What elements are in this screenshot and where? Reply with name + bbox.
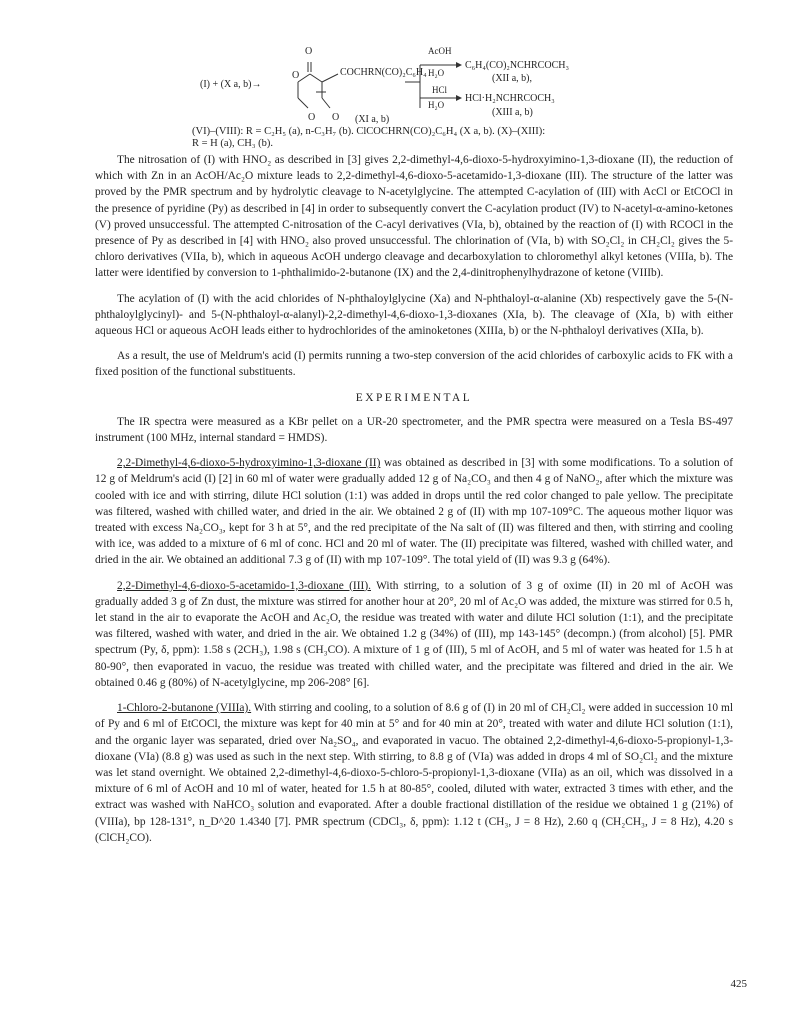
scheme-acoh: AcOH (428, 46, 452, 56)
paragraph-acylation: The acylation of (I) with the acid chlorides of N-phthaloylglycine (Xa) and N-phthaloyl-α-alanine (Xb) respectively gave the 5-(N-phthaloylglycinyl)- and 5-(N-phthaloyl-α-alanyl)-2,2-dimethyl-4,6-dioxo-1,3-dioxanes (XIa, b). The cleavage of (XIa, b) with either aqueous HCl or aqueous AcOH leads either to hydrochlorides of the aminoketones (XIIIa, b) or the N-phthaloyl derivatives (XIIa, b). (95, 292, 733, 338)
procedure-title-iii: 2,2-Dimethyl-4,6-dioxo-5-acetamido-1,3-dioxane (III). (117, 579, 371, 592)
procedure-compound-iii (95, 578, 733, 691)
scheme-hcl-product-label: (XIII a, b) (492, 107, 533, 118)
procedure-text-iii: With stirring, to a solution of 3 g of oxime (II) in 20 ml of AcOH was gradually added 3 g of Zn dust, the mixture was stirred for another hour at 20°, 20 ml of Ac₂O was added, the mixture was stirred for 0.5 h, let stand in the air to evaporate the AcOH and Ac₂O, the residue was treated with water and dilute HCl solution (1:1), and the precipitate was filtered, washed with water, and dried in the air. We obtained 1.2 g (34%) of (III), mp 143-145° (decompn.) (from alcohol) [5]. PMR spectrum (Py, δ, ppm): 1.58 s (2CH₃), 1.98 s (CH₃CO). A mixture of 1 g of (III), 5 ml of AcOH, and 5 ml of water was heated for 1.5 h at 80-90°, then evaporated in vacuo, the residue was treated with chilled water, and the precipitate was filtered and dried in the air. We obtained 0.46 g (80%) of N-acetylglycine, mp 206-208° [6]. (95, 579, 733, 689)
scheme-product: (XI a, b) (355, 114, 390, 125)
procedure-text-viiia: With stirring and cooling, to a solution of 8.6 g of (I) in 20 ml of CH₂Cl₂ were added in succession 10 ml of Py and 6 ml of EtCOCl, the mixture was kept for 40 min at 5° and for 40 min at 20°, treated with water and dilute HCl solution (1:1), and the organic layer was separated, dried over Na₂SO₄, and evaporated in vacuo. The obtained 2,2-dimethyl-4,6-dioxo-5-propionyl-1,3-dioxane (VIa) (8.8 g) was used as such in the next step. With stirring, to 8.8 g of (VIa) was added in drops 4 ml of SO₂Cl₂ and the mixture was let stand overnight. We obtained 2,2-dimethyl-4,6-dioxo-5-chloro-5-propionyl-1,3-dioxane (VIIa) as an oil, which was dissolved in a mixture of 6 ml of AcOH and 10 ml of water, heated for 1.5 h at 80-85°, cooled, diluted with water, extracted 3 times with ether, and the extract was washed with NaHCO₃ solution and evaporated. After a double fractional distillation of the residue we obtained 1 g (21%) of (VIIIa), bp 128-131°, n_D^20 1.4340 [7]. PMR spectrum (CDCl₃, δ, ppm): 1.12 t (CH₃, J = 8 Hz), 2.60 q (CH₂CH₃, J = 8 Hz), 4.20 s (ClCH₂CO). (95, 702, 733, 844)
procedure-text-ii: was obtained as described in [3] with some modifications. To a solution of 12 g of Meldrum's acid (I) [2] in 60 ml of water were gradually added 12 g of Na₂CO₃ and then 4 g of NaNO₂, after which the mixture was cooled with ice and with stirring, dilute HCl solution (1:1) was added in drops until the red color changed to pale yellow. The precipitate was filtered, washed with chilled water, and dried in the air. We obtained 2 g of (II) with mp 107-109°C. The aqueous mother liquor was treated with excess Na₂CO₃, kept for 3 h at 5°, and the red precipitate of the Na salt of (II) was filtered and then, with stirring and cooling with ice, was added to a mixture of 6 ml of conc. HCl and 20 ml of water. The (II) precipitate was filtered, washed with chilled water, and dried in the air. We obtained an additional 7.3 g of (II) with mp 107-109°. The total yield of (II) was 9.3 g (64%). (95, 457, 733, 567)
article-body (95, 152, 733, 855)
arrow-head-top (456, 62, 462, 68)
scheme-h2o-2: H₂O (428, 100, 445, 110)
paragraph-nitrosation: The nitrosation of (I) with HNO₂ as described in [3] gives 2,2-dimethyl-4,6-dioxo-5-hydroxyimino-1,3-dioxane (II), the reduction of which with Zn in an AcOH/Ac₂O mixture leads to 2,2-dimethyl-4,6-dioxo-5-acetamido-1,3-dioxane (III). The structure of the latter was proved by the PMR spectrum and by hydrolytic cleavage to N-acetylglycine. The attempted C-acylation of (III) with AcCl or EtCOCl in the presence of pyridine (Py) as described in [4] in order to subsequently convert the C-acylation product (IV) to N-acetyl-α-amino-ketones (V) proved unsuccessful. The attempted C-nitrosation of the C-acyl derivatives (VIa, b), obtained by the reaction of (I) with RCOCl in the presence of Py as described in [4] with HNO₂ also proved unsuccessful. The chlorination of (VIa, b) with SO₂Cl₂ in CH₂Cl₂ gives the 5-chloro derivatives (VIIa, b), which in aqueous AcOH undergo cleavage and decarboxylation to chloromethyl alkyl ketones (VIIIa, b). The latter were identified by conversion to 1-phthalimido-2-butanone (IX) and the 2,4-dinitrophenylhydrazone of ketone (VIIIb). (95, 154, 733, 280)
section-heading-experimental: EXPERIMENTAL (355, 391, 473, 404)
reaction-scheme (180, 40, 780, 135)
scheme-acoh-product: C₆H₄(CO)₂NCHRCOCH₃ (465, 60, 569, 71)
scheme-hcl: HCl (432, 85, 448, 95)
scheme-o-bot2: O (332, 112, 340, 123)
paragraph-instruments: The IR spectra were measured as a KBr pellet on a UR-20 spectrometer, and the PMR spectra were measured on a Tesla BS-497 instrument (100 MHz, internal standard = HMDS). (95, 415, 733, 445)
procedure-compound-ii (95, 455, 733, 568)
scheme-o-left: O (292, 70, 300, 81)
procedure-title-ii: 2,2-Dimethyl-4,6-dioxo-5-hydroxyimino-1,3-dioxane (II) (117, 457, 381, 470)
scheme-acoh-product-label: (XII a, b), (492, 73, 532, 84)
page-number: 425 (730, 978, 747, 990)
procedure-title-viiia: 1-Chloro-2-butanone (VIIIa). (117, 702, 252, 715)
scheme-caption-2: R = H (a), CH₃ (b). (192, 138, 274, 149)
scheme-o-top: O (305, 46, 313, 57)
scheme-o-bot1: O (308, 112, 316, 123)
scheme-hcl-product: HCl·H₂NCHRCOCH₃ (465, 93, 555, 104)
paragraph-conclusion: As a result, the use of Meldrum's acid (I) permits running a two-step conversion of the acid chlorides of carboxylic acids to FK with a fixed position of the functional substituents. (95, 350, 733, 379)
procedure-compound-viiia (95, 700, 733, 846)
scheme-substituent: COCHRN(CO)₂C₆H₄ (340, 67, 427, 78)
scheme-reactant: (I) + (X a, b)→ (200, 79, 262, 90)
scheme-h2o-1: H₂O (428, 68, 445, 78)
arrow-head-bottom (456, 95, 462, 101)
scheme-caption-1: (VI)–(VIII): R = C₂H₅ (a), n-C₃H₇ (b). ClCOCHRN(CO)₂C₆H₄ (X a, b). (X)–(XIII): (192, 126, 546, 137)
dioxane-ring-structure (298, 62, 338, 108)
